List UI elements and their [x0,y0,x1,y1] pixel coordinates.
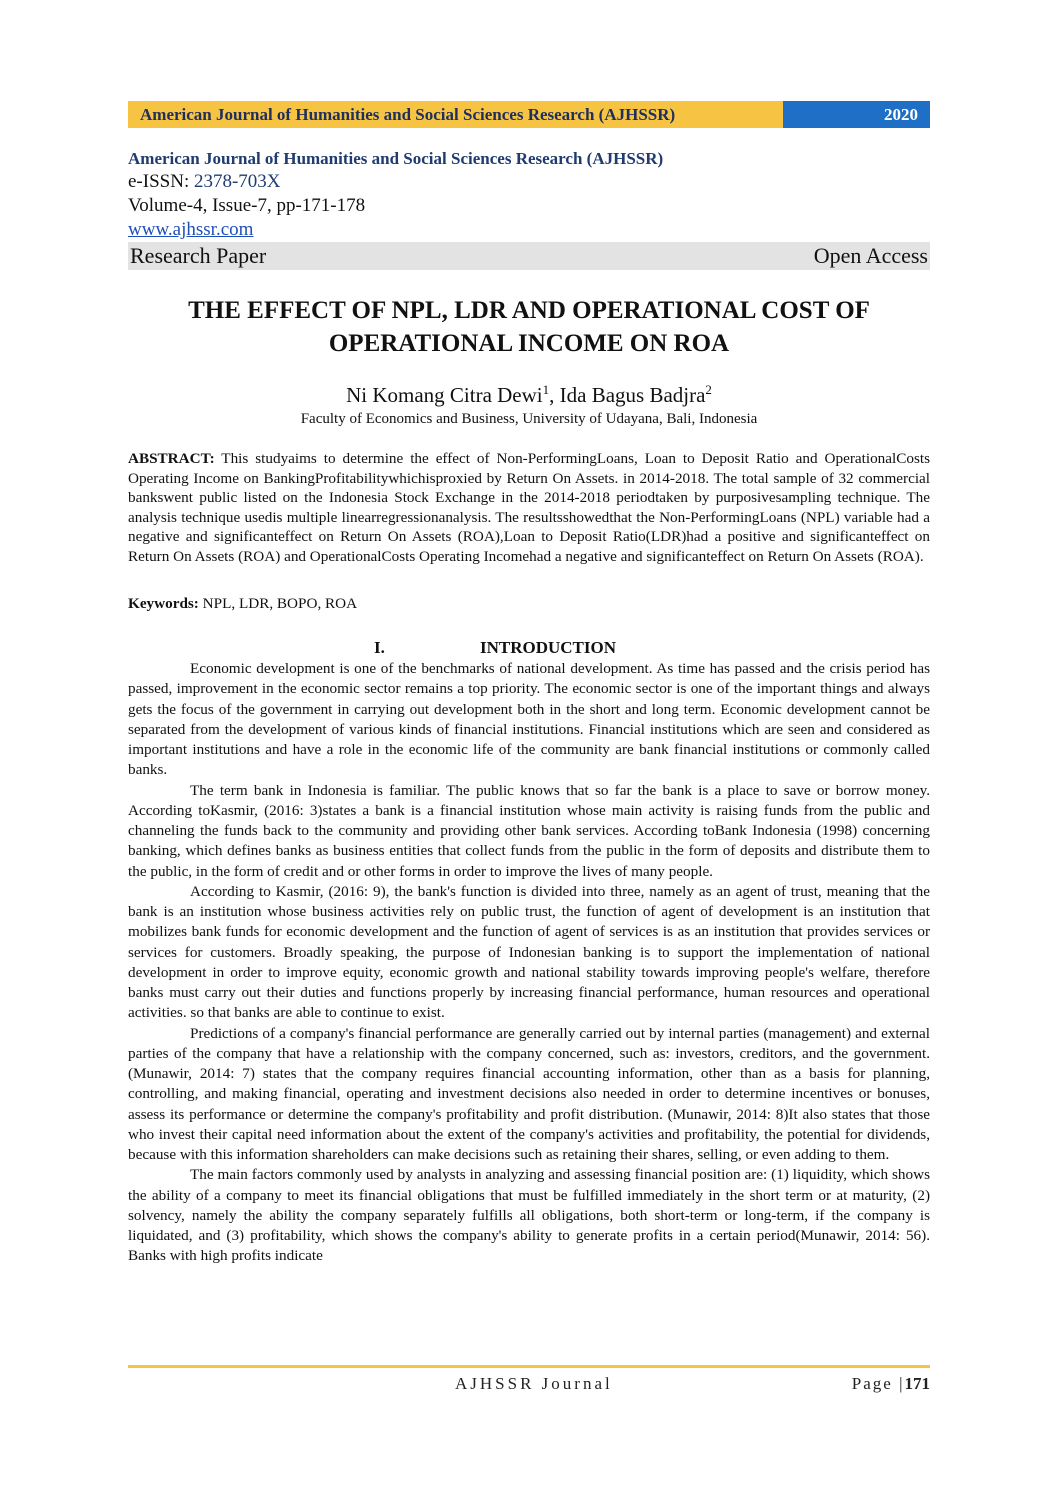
journal-name: American Journal of Humanities and Social Sciences Research (AJHSSR) [128,149,664,168]
keywords [128,594,930,614]
issn-label: e-ISSN: [128,171,194,192]
page-label: Page | [851,1374,905,1393]
footer-divider [128,1365,930,1368]
abstract-text: This studyaims to determine the effect of Non-PerformingLoans, Loan to Deposit Ratio and OperationalCosts Operating Income on BankingProfitabilitywhichisproxied by Return On Assets. in 2014-2018. The total sample of 32 commercial bankswent public listed on the Indonesia Stock Exchange in the 2014-2018 periodtaken by purposivesampling technique. The analysis technique usedis multiple linearregressionanalysis. The resultsshowedthat the Non-PerformingLoans (NPL) variable had a negative and significanteffect on Return On Assets (ROA),Loan to Deposit Ratio(LDR)had a positive and significanteffect on Return On Assets (ROA) and OperationalCosts Operating Incomehad a negative and significanteffect on Return On Assets (ROA). [128,450,930,565]
footer-journal: AJHSSR Journal [455,1374,613,1393]
running-header-journal-title: American Journal of Humanities and Social Sciences Research (AJHSSR) [128,101,783,128]
journal-info [128,148,930,270]
paragraph: Economic development is one of the benchmarks of national development. As time has passed and the crisis period has passed, improvement in the economic sector remains a top priority. The economic sector is one of the important things and always gets the focus of the government in carrying out development both in the short and long term. Economic development cannot be separated from the development of various kinds of financial institutions. Financial institutions which are seen and considered as important institutions and have a role in the economic life of the community are bank financial institutions or commonly called banks. [128,660,930,779]
page-number: 171 [904,1374,930,1393]
affiliation: Faculty of Economics and Business, University of Udayana, Bali, Indonesia [300,411,758,427]
author-list [128,377,930,408]
abstract [128,449,930,567]
running-header-year: 2020 [783,101,930,128]
author-1-affiliation-mark: 1 [542,382,550,397]
paragraph: Predictions of a company's financial performance are generally carried out by internal parties (management) and external parties of the company that have a relationship with the company concerned, such as: investors, creditors, and the government. (Munawir, 2014: 7) states that the company requires financial accounting information, other than as a basis for planning, controlling, and making financial, operating and investment decisions also needed in order to determine incentives or bonuses, assess its performance or determine the company's profitability and profit distribution. (Munawir, 2014: 8)It also states that those who invest their capital need information about the extent of the company's activities and profitability, the potential for dividends, because with this information shareholders can make decisions such as retaining their shares, selling, or even adding to them. [128,1024,930,1163]
section-number: I. [374,638,385,657]
volume-line: Volume-4, Issue-7, pp-171-178 [128,195,366,216]
running-header [128,101,930,128]
article-title [128,294,930,360]
keywords-text: NPL, LDR, BOPO, ROA [198,595,358,612]
issn-line [128,170,930,194]
paragraph: The term bank in Indonesia is familiar. The public knows that so far the bank is a place to save or borrow money. According toKasmir, (2016: 3)states a bank is a financial institution whose main activity is raising funds from the public and channeling the funds back to the community and providing other bank services. According toBank Indonesia (1998) concerning banking, which defines banks as business entities that collect funds from the public in the form of deposits and distribute them to the public, in the form of credit and or other forms in order to improve the lives of many people. [128,781,930,880]
author-2-affiliation-mark: 2 [705,382,712,397]
author-1: Ni Komang Citra Dewi [346,383,543,407]
author-2: , Ida Bagus Badjra [549,383,706,407]
abstract-label: ABSTRACT: [128,450,215,467]
footer-page [852,1374,930,1394]
open-access-label: Open Access [813,243,928,268]
issn-number: 2378-703X [193,171,281,192]
section-title: INTRODUCTION [480,638,617,657]
paper-type: Research Paper [130,243,267,268]
paragraph: According to Kasmir, (2016: 9), the bank's function is divided into three, namely as an agent of trust, meaning that the bank is an institution whose business activities rely on public trust, the function of agent of development is an institution that mobilizes bank funds for economic development and the function of agent of services is as an institution that provides services or services for customers. Broadly speaking, the purpose of Indonesian banking is to support the implementation of national development in order to improve equity, economic growth and national stability towards improving people's welfare, therefore banks must carry out their duties and functions properly by increasing financial performance, human resources and operational activities. so that banks are able to continue to exist. [128,882,930,1022]
paper-type-row [128,242,930,270]
paragraph: The main factors commonly used by analysts in analyzing and assessing financial position are: (1) liquidity, which shows the ability of a company to meet its financial obligations that must be fulfilled immediately in the short term or at maturity, (2) solvency, namely the ability the company separately fulfills all obligations, both short-term or long-term, if the company is liquidated, and (3) profitability, which shows the company's ability to generate profits in a certain period(Munawir, 2014: 56). Banks with high profits indicate [128,1166,930,1265]
article-title-line-2: OPERATIONAL INCOME ON ROA [328,330,730,357]
article-title-line-1: THE EFFECT OF NPL, LDR AND OPERATIONAL COST OF [188,297,870,324]
keywords-label: Keywords: [128,595,199,612]
introduction-body [128,659,930,1267]
journal-website-link[interactable]: www.ajhssr.com [128,219,254,240]
